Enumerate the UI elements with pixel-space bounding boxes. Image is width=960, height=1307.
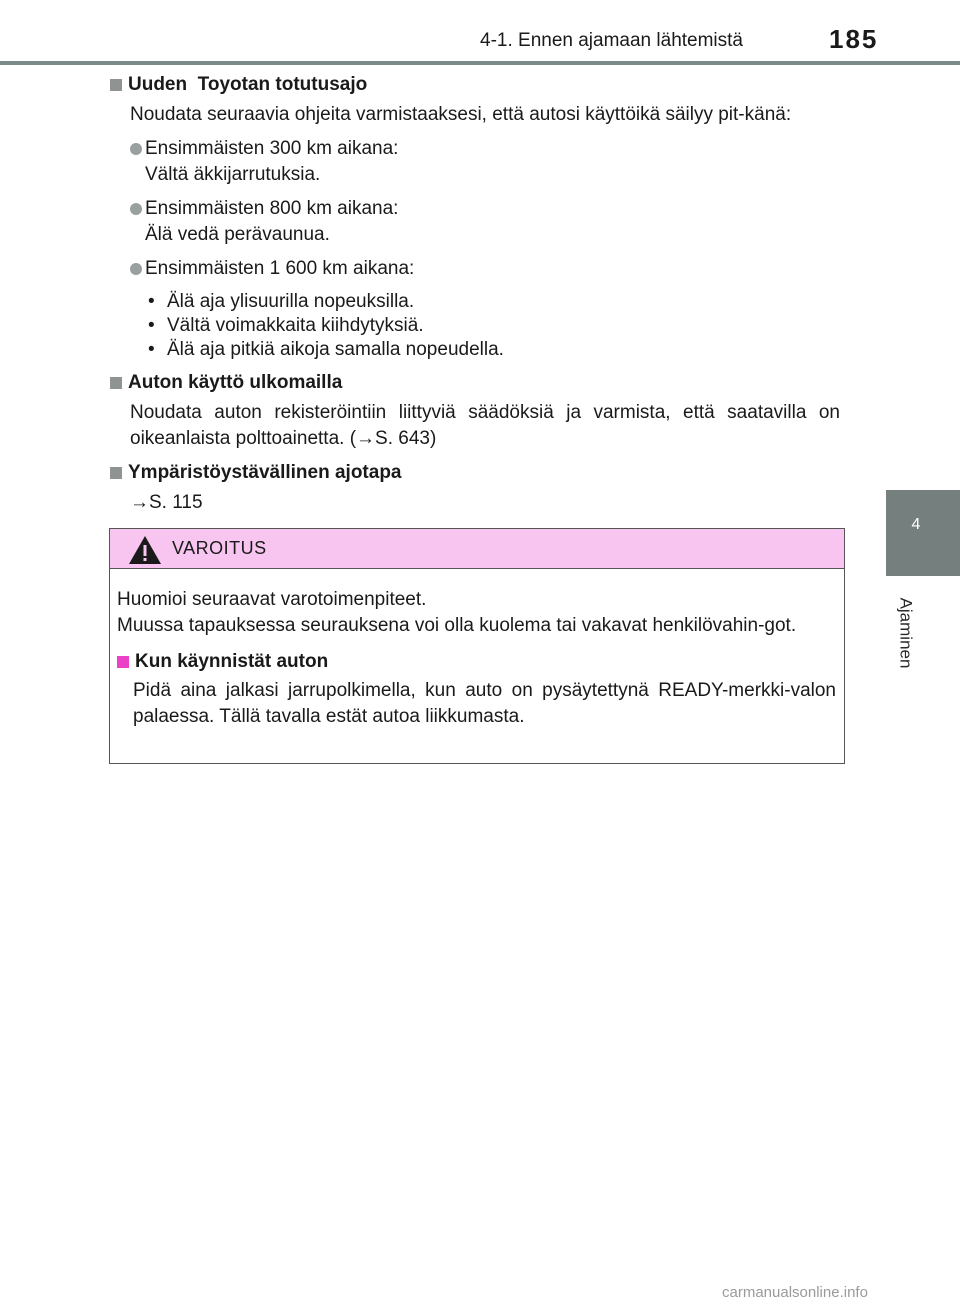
abroad-text: Noudata auton rekisteröintiin liittyviä säädöksiä ja varmista, että saatavilla on oikeanlaista polttoainetta. (→S. 643): [130, 402, 840, 449]
warning-sub-heading-text: Kun käynnistät auton: [135, 651, 329, 672]
warning-sub-heading: [117, 649, 836, 675]
section-heading-abroad: [110, 370, 840, 396]
side-tab-label: [890, 583, 920, 683]
section-heading-break-in: [110, 72, 840, 98]
circle-bullet-icon: [130, 203, 142, 215]
list-item-line1: Ensimmäisten 300 km aikana:: [145, 138, 399, 159]
warning-title: VAROITUS: [172, 538, 267, 558]
side-tab-label-text: Ajaminen: [896, 597, 915, 669]
sub-list: [148, 290, 840, 362]
list-item: [130, 256, 840, 282]
sub-list-item: • Vältä voimakkaita kiihdytyksiä.: [148, 314, 840, 338]
eco-text: →S. 115: [130, 492, 203, 513]
warning-sub-text: Pidä aina jalkasi jarrupolkimella, kun auto on pysäytettynä READY-merkki-valon palaessa. Tällä tavalla estät autoa liikkumasta.: [133, 680, 836, 727]
warning-body: [110, 569, 844, 730]
square-bullet-icon: [117, 656, 129, 668]
warning-box: [109, 528, 845, 764]
list-item: [130, 136, 840, 188]
square-bullet-icon: [110, 377, 122, 389]
main-content: [110, 72, 840, 516]
break-in-intro: Noudata seuraavia ohjeita varmistaaksesi, että autosi käyttöikä säilyy pit-känä:: [130, 104, 792, 125]
circle-bullet-icon: [130, 263, 142, 275]
list-item: [130, 196, 840, 248]
chapter-title: 4-1. Ennen ajamaan lähtemistä: [480, 30, 743, 51]
side-tab: [886, 490, 960, 576]
header-rule: [0, 61, 960, 65]
square-bullet-icon: [110, 467, 122, 479]
list-item-line2: Vältä äkkijarrutuksia.: [145, 164, 321, 185]
warning-triangle-icon: [128, 535, 162, 565]
watermark: carmanualsonline.info: [722, 1284, 868, 1301]
sub-list-item: • Älä aja ylisuurilla nopeuksilla.: [148, 290, 840, 314]
section-heading-eco: [110, 460, 840, 486]
page-number: 185: [829, 24, 879, 54]
circle-bullet-icon: [130, 143, 142, 155]
section-heading-text: Ympäristöystävällinen ajotapa: [128, 462, 402, 483]
list-item-line1: Ensimmäisten 1 600 km aikana:: [145, 258, 415, 279]
warning-intro: Huomioi seuraavat varotoimenpiteet. Muussa tapauksessa seurauksena voi olla kuolema tai vakavat henkilövahin-got.: [117, 589, 797, 636]
section-heading-text: Uuden Toyotan totutusajo: [128, 74, 368, 95]
square-bullet-icon: [110, 79, 122, 91]
warning-header: [110, 529, 844, 569]
side-tab-number: 4: [911, 516, 921, 533]
section-heading-text: Auton käyttö ulkomailla: [128, 372, 343, 393]
list-item-line1: Ensimmäisten 800 km aikana:: [145, 198, 399, 219]
list-item-line2: Älä vedä perävaunua.: [145, 224, 330, 245]
sub-list-item: • Älä aja pitkiä aikoja samalla nopeudella.: [148, 338, 840, 362]
